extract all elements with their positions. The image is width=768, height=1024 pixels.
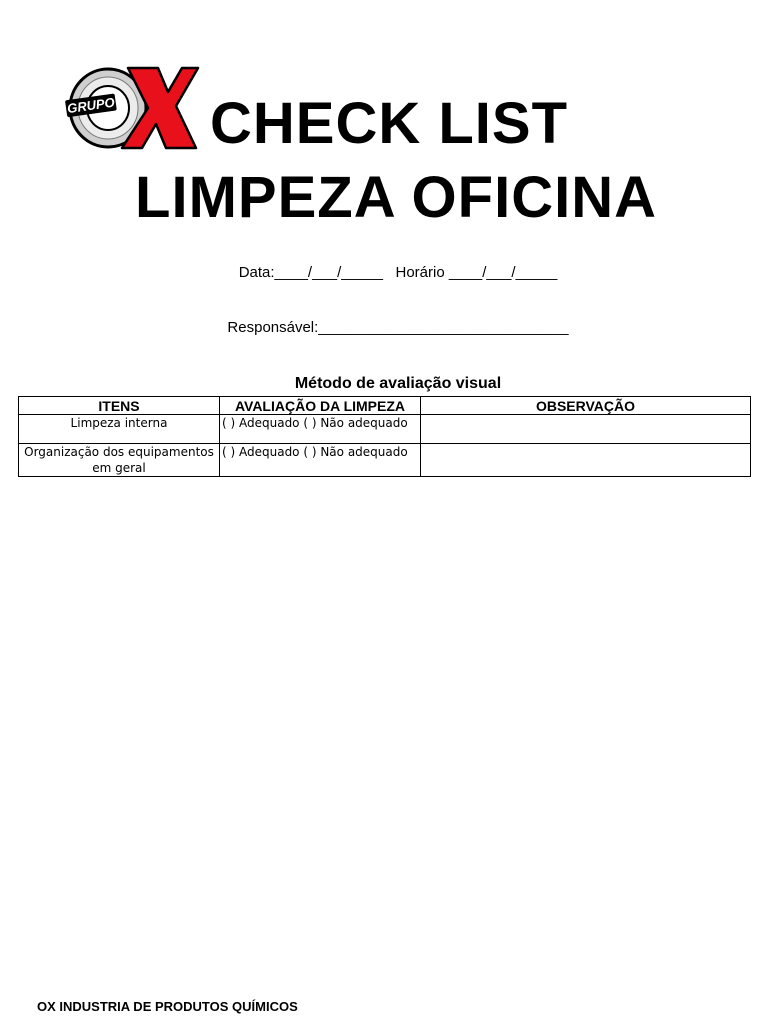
item-cell: Limpeza interna	[19, 415, 220, 444]
evaluation-cell[interactable]: ( ) Adequado ( ) Não adequado	[220, 444, 421, 477]
evaluation-cell[interactable]: ( ) Adequado ( ) Não adequado	[220, 415, 421, 444]
title-line-2: LIMPEZA OFICINA	[135, 165, 657, 230]
date-time-field[interactable]: Data:____/___/_____ Horário ____/___/_____	[238, 264, 558, 281]
table-row	[19, 415, 751, 444]
header-itens: ITENS	[19, 397, 220, 415]
observation-cell[interactable]	[421, 444, 751, 477]
table-caption: Método de avaliação visual	[294, 375, 502, 392]
item-cell: Organização dos equipamentos em geral	[19, 444, 220, 477]
observation-cell[interactable]	[421, 415, 751, 444]
logo-grupo-text: GRUPO	[66, 94, 116, 117]
grupo-ox-logo	[64, 62, 200, 152]
table-row	[19, 444, 751, 477]
header-avaliacao: AVALIAÇÃO DA LIMPEZA	[220, 397, 421, 415]
title-line-1: CHECK LIST	[210, 91, 568, 156]
header-observacao: OBSERVAÇÃO	[421, 397, 751, 415]
table-header-row	[19, 397, 751, 415]
footer-company-name: OX INDUSTRIA DE PRODUTOS QUÍMICOS	[37, 999, 298, 1014]
checklist-table	[18, 396, 751, 477]
responsible-field[interactable]: Responsável:______________________________	[227, 319, 569, 336]
